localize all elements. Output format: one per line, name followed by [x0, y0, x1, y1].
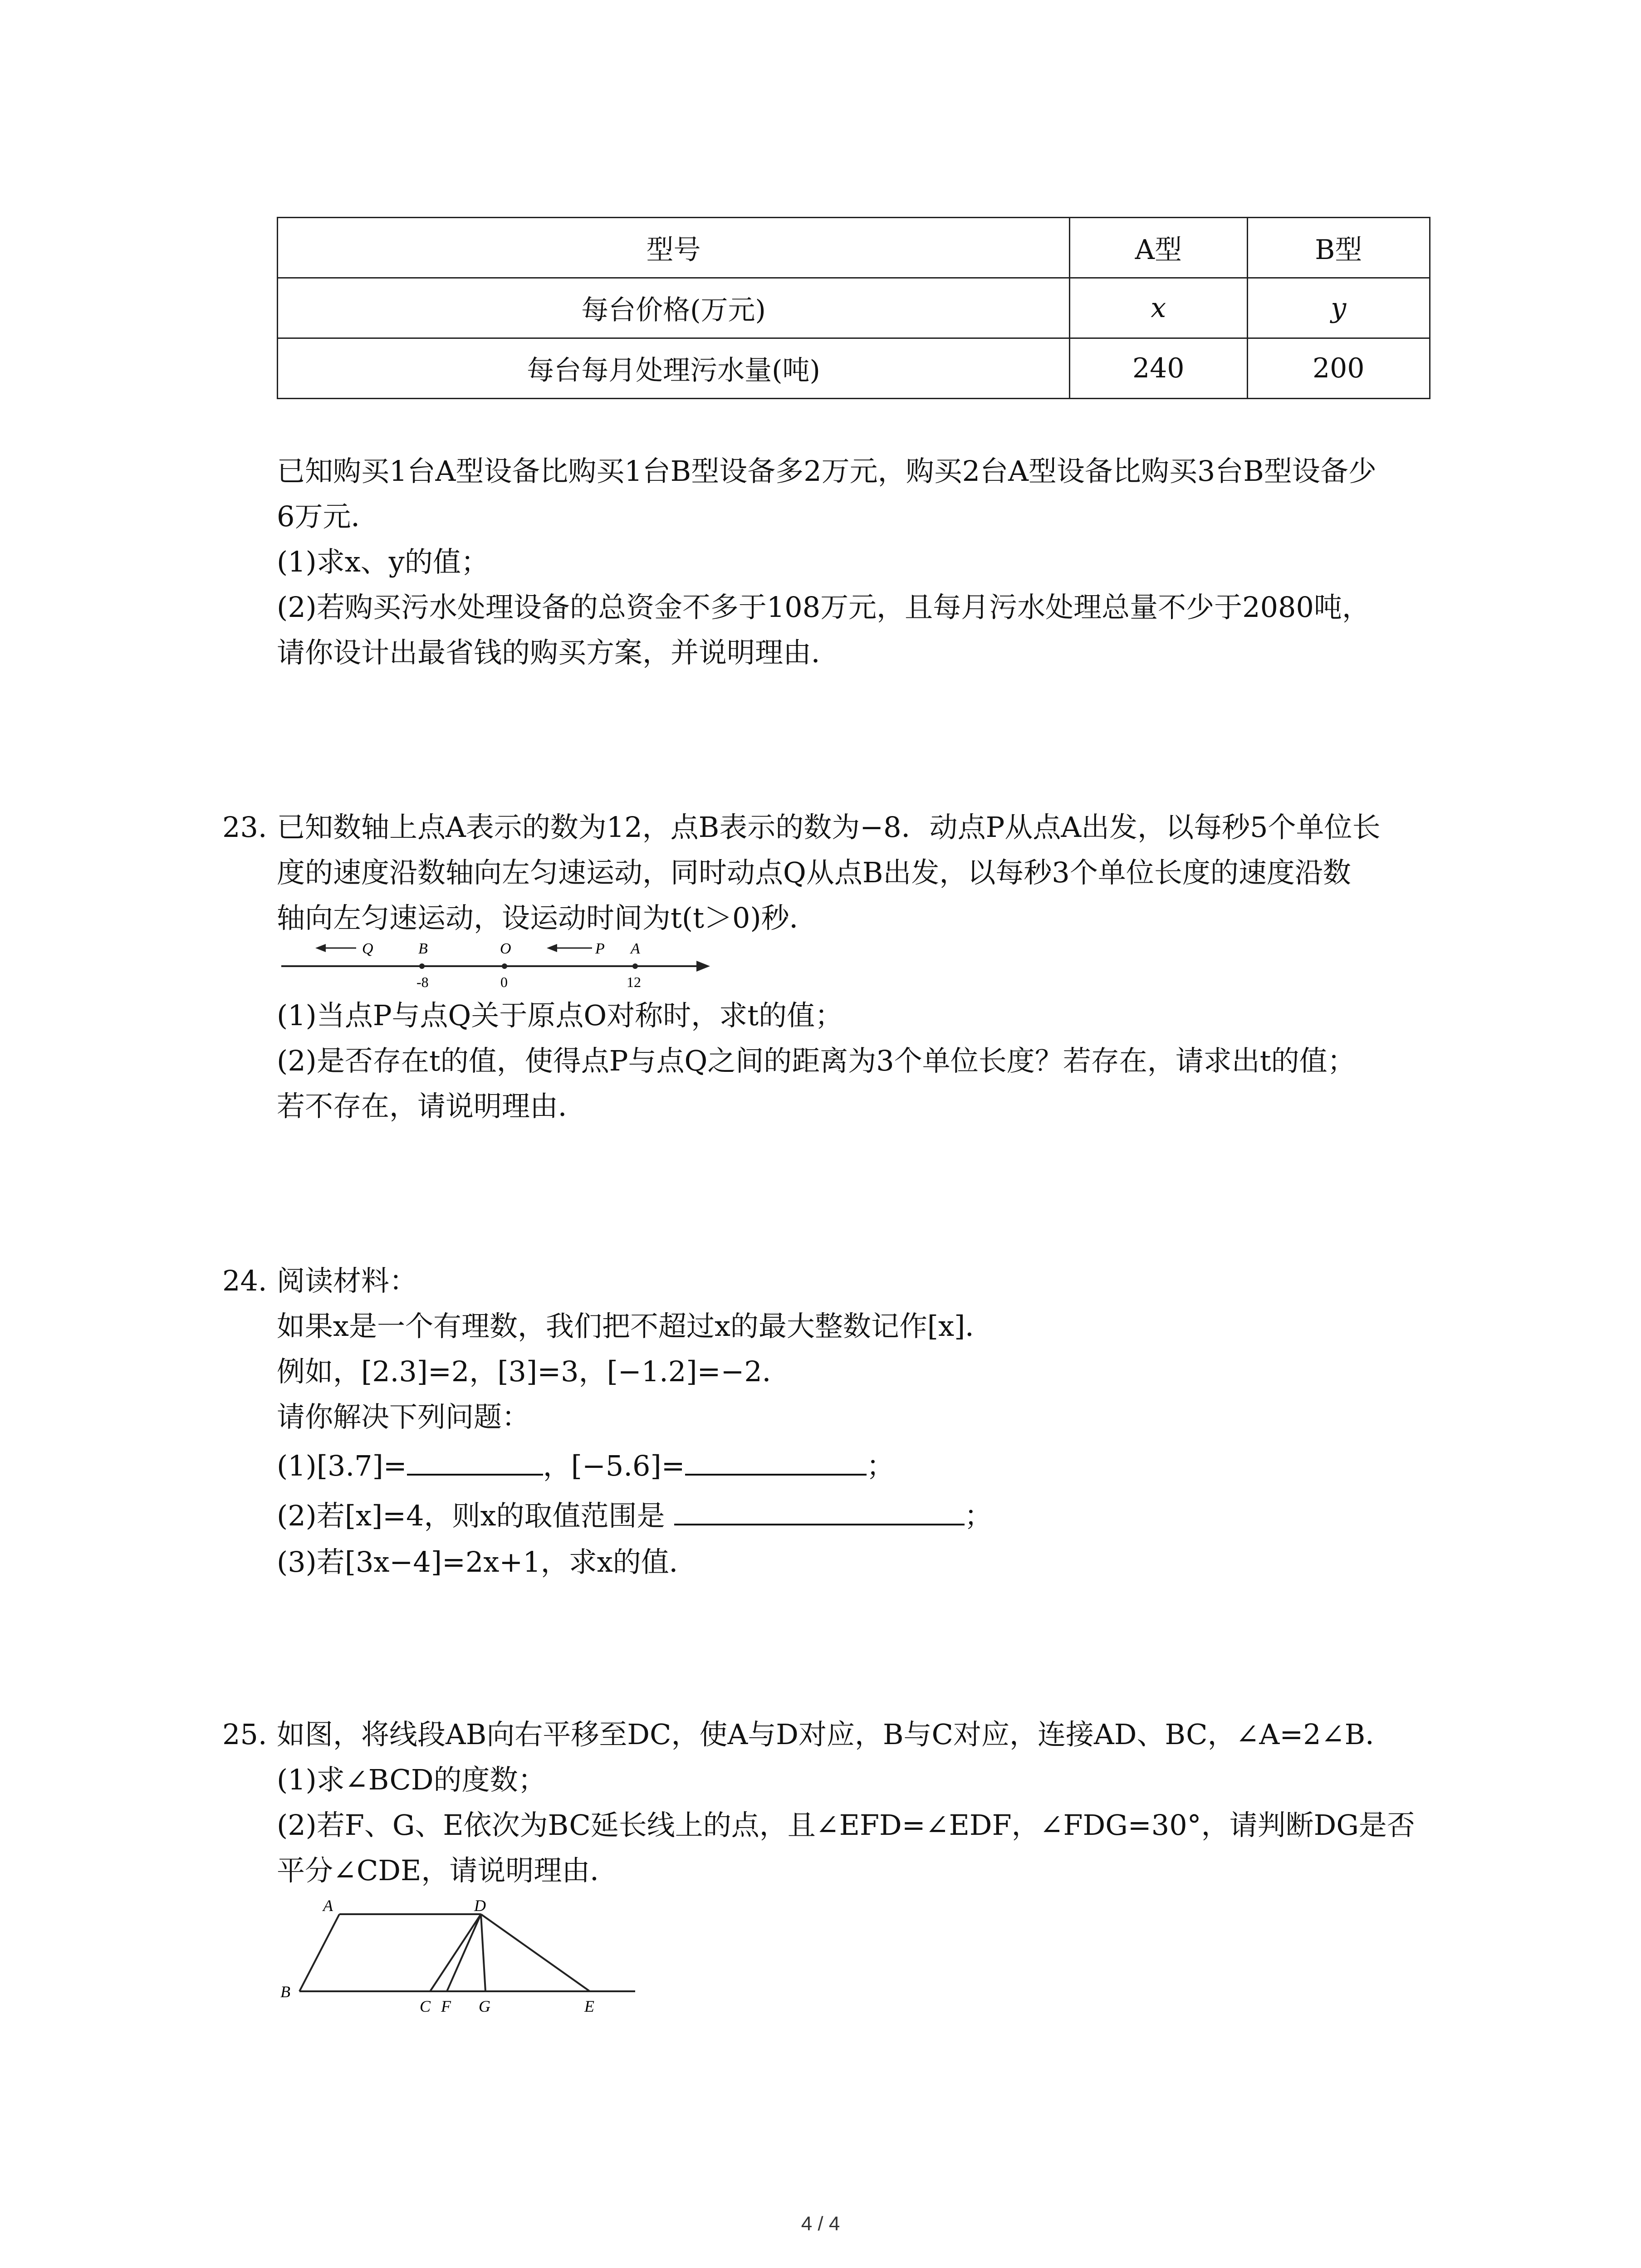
q24-part-2-text: (2)若[x]=4，则x的取值范围是	[277, 1499, 665, 1532]
q23-number: 23.	[222, 811, 267, 844]
table-cell: 240	[1070, 338, 1248, 399]
q25-number: 25.	[222, 1718, 267, 1751]
q24-number: 24.	[222, 1264, 267, 1297]
table-cell: 每台价格(万元)	[278, 278, 1070, 338]
geometry-figure	[272, 1894, 644, 2016]
label-o: O	[500, 940, 511, 957]
q24-line: 请你解决下列问题：	[277, 1400, 530, 1433]
q24-line: 例如，[2.3]=2，[3]=3，[−1.2]=−2．	[277, 1355, 790, 1388]
label-b: B	[280, 1983, 290, 2001]
q24-part-1	[277, 1448, 895, 1480]
answer-blank[interactable]	[674, 1498, 965, 1525]
table-row	[278, 338, 1430, 399]
point-b	[419, 963, 425, 969]
q22-line: 请你设计出最省钱的购买方案，并说明理由．	[277, 636, 840, 669]
q23-line: 已知数轴上点A表示的数为12，点B表示的数为−8．动点P从点A出发，以每秒5个单位长	[277, 811, 1381, 844]
tick-label: 0	[500, 974, 508, 990]
point-a	[632, 963, 638, 969]
table-cell: 200	[1247, 338, 1430, 399]
q25-line: 平分∠CDE，请说明理由．	[277, 1854, 618, 1887]
q23-line: 轴向左匀速运动，设运动时间为t(t＞0)秒．	[277, 901, 818, 934]
q25-line: 如图，将线段AB向右平移至DC，使A与D对应，B与C对应，连接AD、BC，∠A=2∠B．	[277, 1718, 1394, 1751]
q23-part-2: (2)是否存在t的值，使得点P与点Q之间的距离为3个单位长度？若存在，请求出t的值；	[277, 1044, 1356, 1077]
q24-part-3: (3)若[3x−4]=2x+1，求x的值．	[277, 1545, 697, 1579]
label-d: D	[474, 1897, 486, 1915]
q22-line: 已知购买1台A型设备比购买1台B型设备多2万元，购买2台A型设备比购买3台B型设备少	[277, 455, 1376, 488]
q25-part-1: (1)求∠BCD的度数；	[277, 1763, 546, 1796]
answer-blank[interactable]	[407, 1448, 543, 1476]
q24-line: 如果x是一个有理数，我们把不超过x的最大整数记作[x]．	[277, 1310, 994, 1343]
label-e: E	[584, 1997, 594, 2015]
page-number: 4 / 4	[801, 2213, 840, 2235]
q22-part-1: (1)求x、y的值；	[277, 545, 489, 578]
q24-part-1-text: ，[−5.6]=	[543, 1449, 685, 1482]
label-c: C	[420, 1997, 431, 2015]
table-header-cell: A型	[1070, 218, 1248, 278]
answer-blank[interactable]	[685, 1448, 867, 1476]
tick-label: -8	[416, 974, 429, 990]
label-g: G	[479, 1997, 490, 2015]
q24-line: 阅读材料：	[277, 1264, 418, 1297]
label-p: P	[595, 940, 605, 957]
label-a: A	[323, 1897, 333, 1915]
q23-part-1: (1)当点P与点Q关于原点O对称时，求t的值；	[277, 999, 843, 1032]
table-header-cell: B型	[1247, 218, 1430, 278]
table-cell: y	[1247, 278, 1430, 338]
label-b: B	[418, 940, 428, 957]
table-header-row	[278, 218, 1430, 278]
q24-part-1-text: (1)[3.7]=	[277, 1449, 407, 1482]
label-f: F	[441, 1997, 451, 2015]
number-line-figure	[272, 938, 717, 997]
q23-line: 度的速度沿数轴向左匀速运动，同时动点Q从点B出发，以每秒3个单位长度的速度沿数	[277, 856, 1351, 889]
q23-line: 若不存在，请说明理由．	[277, 1090, 587, 1123]
q24-part-2	[277, 1498, 993, 1530]
point-o	[502, 963, 507, 969]
q22-part-2: (2)若购买污水处理设备的总资金不多于108万元，且每月污水处理总量不少于2080吨，	[277, 591, 1370, 624]
label-a: A	[631, 940, 640, 957]
q24-part-2-text: ；	[964, 1499, 993, 1532]
q25-part-2: (2)若F、G、E依次为BC延长线上的点，且∠EFD=∠EDF，∠FDG=30°，请判断DG是否	[277, 1809, 1415, 1842]
equipment-table	[277, 217, 1430, 399]
q22-line: 6万元．	[277, 500, 379, 533]
table-cell: 每台每月处理污水量(吨)	[278, 338, 1070, 399]
q24-part-1-text: ；	[866, 1449, 895, 1482]
label-q: Q	[362, 940, 373, 957]
table-cell: x	[1070, 278, 1248, 338]
table-header-cell: 型号	[278, 218, 1070, 278]
tick-label: 12	[627, 974, 641, 990]
table-row	[278, 278, 1430, 338]
